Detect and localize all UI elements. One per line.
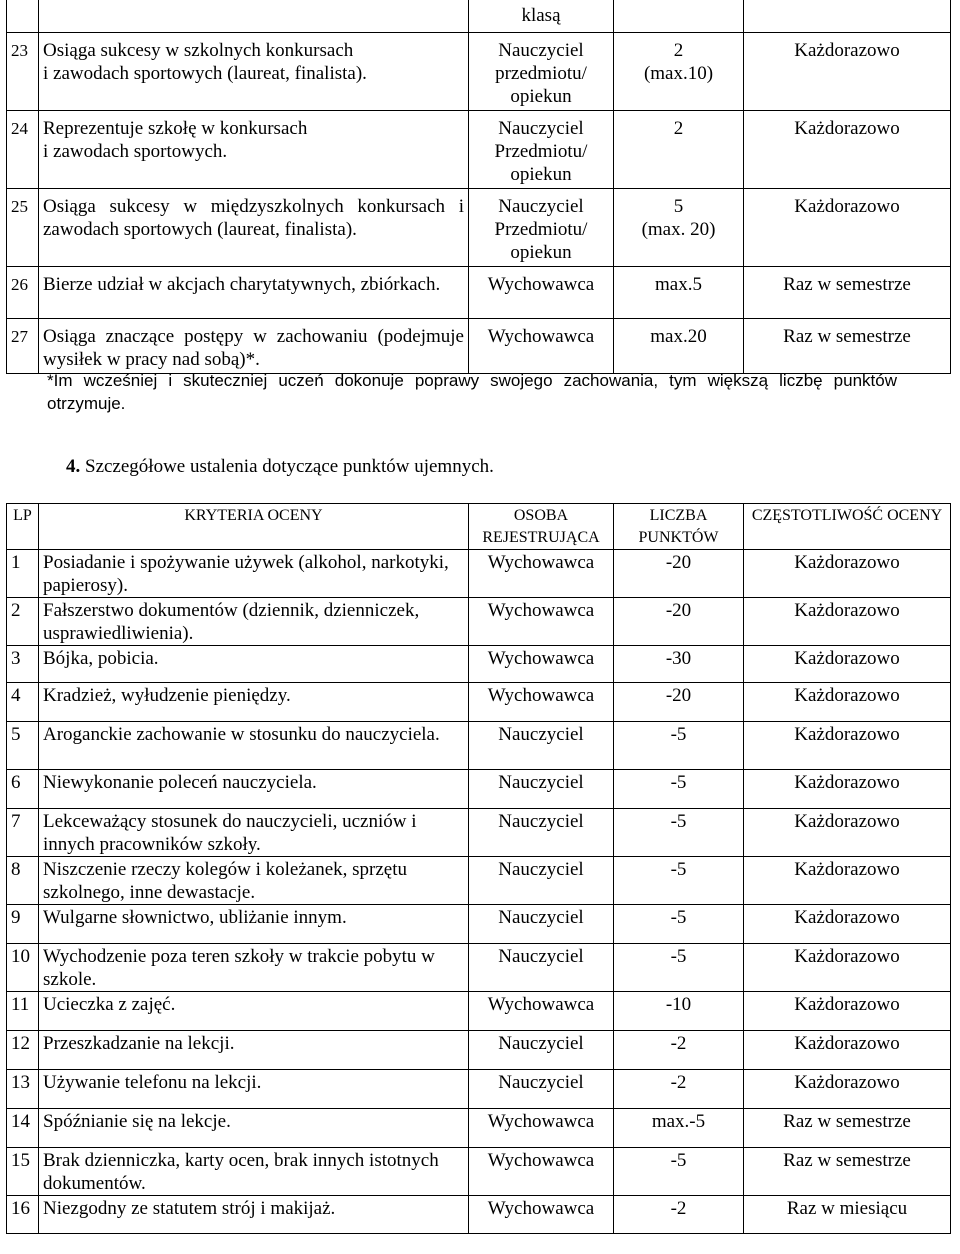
person-cell: Wychowawca (469, 1109, 614, 1148)
criteria-cell: Kradzież, wyłudzenie pieniędzy. (39, 683, 469, 722)
points-cell: -5 (614, 857, 744, 905)
points-cell: 2 (max.10) (614, 32, 744, 110)
criteria-cell: Używanie telefonu na lekcji. (39, 1070, 469, 1109)
criteria-cell: Lekceważący stosunek do nauczycieli, uczniów i innych pracowników szkoły. (39, 809, 469, 857)
points-cell: -20 (614, 683, 744, 722)
criteria-cell: Aroganckie zachowanie w stosunku do nauczyciela. (39, 722, 469, 770)
criteria-cell: Brak dzienniczka, karty ocen, brak innych istotnych dokumentów. (39, 1148, 469, 1196)
frequency-cell: Każdorazowo (744, 110, 951, 188)
person-cell: Wychowawca (469, 646, 614, 683)
section-title-text: Szczegółowe ustalenia dotyczące punktów ujemnych. (85, 456, 494, 477)
frequency-cell: Każdorazowo (744, 683, 951, 722)
table-row (7, 944, 951, 992)
person-cell: Nauczyciel (469, 1031, 614, 1070)
criteria-cell: Niewykonanie poleceń nauczyciela. (39, 770, 469, 809)
points-cell: 2 (614, 110, 744, 188)
points-cell: -5 (614, 722, 744, 770)
row-number: 3 (7, 646, 39, 683)
frequency-cell: Każdorazowo (744, 944, 951, 992)
row-number: 2 (7, 598, 39, 646)
points-cell: -5 (614, 1148, 744, 1196)
table-row (7, 266, 951, 318)
person-cell: Nauczyciel (469, 944, 614, 992)
criteria-cell: Osiąga sukcesy w szkolnych konkursach i zawodach sportowych (laureat, finalista). (39, 32, 469, 110)
criteria-cell: Fałszerstwo dokumentów (dziennik, dzienniczek, usprawiedliwienia). (39, 598, 469, 646)
table-row (7, 1031, 951, 1070)
table-row (7, 1148, 951, 1196)
criteria-cell: Osiąga sukcesy w międzyszkolnych konkursach i zawodach sportowych (laureat, finalista). (39, 188, 469, 266)
row-number: 4 (7, 683, 39, 722)
header-lp: LP (7, 504, 39, 550)
person-cell: Wychowawca (469, 1148, 614, 1196)
row-number: 11 (7, 992, 39, 1031)
criteria-cell: Ucieczka z zajęć. (39, 992, 469, 1031)
footnote: *Im wcześniej i skuteczniej uczeń dokonuje poprawy swojego zachowania, tym większą liczbę punktów otrzymuje. (47, 371, 897, 413)
points-cell: -2 (614, 1070, 744, 1109)
frequency-cell: Każdorazowo (744, 550, 951, 598)
table-row (7, 992, 951, 1031)
person-cell: Wychowawca (469, 992, 614, 1031)
person-cell: Nauczyciel (469, 857, 614, 905)
person-cell: Nauczyciel (469, 770, 614, 809)
person-cell: Wychowawca (469, 598, 614, 646)
table-row-fragment (7, 0, 951, 32)
row-number: 24 (7, 110, 39, 188)
person-cell: Wychowawca (469, 318, 614, 373)
row-number: 7 (7, 809, 39, 857)
row-number: 27 (7, 318, 39, 373)
person-cell: Nauczyciel (469, 722, 614, 770)
points-cell: -5 (614, 809, 744, 857)
person-cell: Nauczyciel Przedmiotu/ opiekun (469, 110, 614, 188)
table-row (7, 110, 951, 188)
frequency-cell: Raz w semestrze (744, 266, 951, 318)
criteria-cell: Przeszkadzanie na lekcji. (39, 1031, 469, 1070)
table-row (7, 1196, 951, 1234)
criteria-cell: Osiąga znaczące postępy w zachowaniu (podejmuje wysiłek w pracy nad sobą)*. (39, 318, 469, 373)
section-title (66, 456, 494, 478)
frequency-cell: Każdorazowo (744, 992, 951, 1031)
frequency-cell: Raz w semestrze (744, 1148, 951, 1196)
points-cell: -2 (614, 1196, 744, 1234)
criteria-cell: Bierze udział w akcjach charytatywnych, zbiórkach. (39, 266, 469, 318)
person-cell: Wychowawca (469, 1196, 614, 1234)
person-cell: Nauczyciel (469, 905, 614, 944)
points-cell: -5 (614, 770, 744, 809)
row-number: 8 (7, 857, 39, 905)
table-row (7, 32, 951, 110)
frequency-cell: Każdorazowo (744, 857, 951, 905)
header-person: OSOBA REJESTRUJĄCA (469, 504, 614, 550)
row-number: 6 (7, 770, 39, 809)
person-cell: Nauczyciel Przedmiotu/ opiekun (469, 188, 614, 266)
criteria-cell: Posiadanie i spożywanie używek (alkohol, narkotyki, papierosy). (39, 550, 469, 598)
row-number: 14 (7, 1109, 39, 1148)
points-cell: -10 (614, 992, 744, 1031)
points-cell: -2 (614, 1031, 744, 1070)
frequency-cell: Raz w semestrze (744, 318, 951, 373)
criteria-cell: Bójka, pobicia. (39, 646, 469, 683)
row-number: 23 (7, 32, 39, 110)
frequency-cell: Każdorazowo (744, 809, 951, 857)
frequency-cell: Raz w semestrze (744, 1109, 951, 1148)
frequency-cell: Każdorazowo (744, 1031, 951, 1070)
table-row (7, 770, 951, 809)
row-number: 12 (7, 1031, 39, 1070)
table-header-row (7, 504, 951, 550)
table-row (7, 722, 951, 770)
frequency-cell: Każdorazowo (744, 188, 951, 266)
table-row (7, 550, 951, 598)
points-cell: -20 (614, 598, 744, 646)
frequency-cell: Każdorazowo (744, 770, 951, 809)
person-cell: Wychowawca (469, 683, 614, 722)
table-row (7, 683, 951, 722)
criteria-cell: Niezgodny ze statutem strój i makijaż. (39, 1196, 469, 1234)
table-row (7, 1070, 951, 1109)
table-row (7, 809, 951, 857)
header-criteria: KRYTERIA OCENY (39, 504, 469, 550)
criteria-cell: Niszczenie rzeczy kolegów i koleżanek, sprzętu szkolnego, inne dewastacje. (39, 857, 469, 905)
row-number: 26 (7, 266, 39, 318)
person-cell: klasą (469, 0, 614, 32)
points-cell: -20 (614, 550, 744, 598)
table-row (7, 646, 951, 683)
points-cell: 5 (max. 20) (614, 188, 744, 266)
row-number: 10 (7, 944, 39, 992)
header-frequency: CZĘSTOTLIWOŚĆ OCENY (744, 504, 951, 550)
frequency-cell: Każdorazowo (744, 1070, 951, 1109)
points-cell: max.20 (614, 318, 744, 373)
table-row (7, 188, 951, 266)
row-number: 13 (7, 1070, 39, 1109)
frequency-cell: Raz w miesiącu (744, 1196, 951, 1234)
table-row (7, 598, 951, 646)
points-cell: -5 (614, 944, 744, 992)
row-number: 5 (7, 722, 39, 770)
person-cell: Wychowawca (469, 550, 614, 598)
row-number: 15 (7, 1148, 39, 1196)
person-cell: Nauczyciel (469, 809, 614, 857)
points-cell: -5 (614, 905, 744, 944)
row-number: 1 (7, 550, 39, 598)
points-cell: -30 (614, 646, 744, 683)
person-cell: Nauczyciel przedmiotu/ opiekun (469, 32, 614, 110)
table-row (7, 905, 951, 944)
row-number: 16 (7, 1196, 39, 1234)
header-points: LICZBA PUNKTÓW (614, 504, 744, 550)
negative-points-table (6, 503, 951, 1234)
criteria-cell: Wulgarne słownictwo, ubliżanie innym. (39, 905, 469, 944)
table-row (7, 857, 951, 905)
person-cell: Nauczyciel (469, 1070, 614, 1109)
table-row (7, 1109, 951, 1148)
upper-criteria-table (6, 0, 951, 374)
frequency-cell: Każdorazowo (744, 722, 951, 770)
points-cell: max.-5 (614, 1109, 744, 1148)
points-cell: max.5 (614, 266, 744, 318)
criteria-cell: Wychodzenie poza teren szkoły w trakcie pobytu w szkole. (39, 944, 469, 992)
criteria-cell: Spóźnianie się na lekcje. (39, 1109, 469, 1148)
frequency-cell: Każdorazowo (744, 646, 951, 683)
table-row (7, 318, 951, 373)
frequency-cell: Każdorazowo (744, 905, 951, 944)
section-number: 4. (66, 456, 81, 477)
person-cell: Wychowawca (469, 266, 614, 318)
row-number: 9 (7, 905, 39, 944)
frequency-cell: Każdorazowo (744, 32, 951, 110)
frequency-cell: Każdorazowo (744, 598, 951, 646)
row-number: 25 (7, 188, 39, 266)
criteria-cell: Reprezentuje szkołę w konkursach i zawodach sportowych. (39, 110, 469, 188)
